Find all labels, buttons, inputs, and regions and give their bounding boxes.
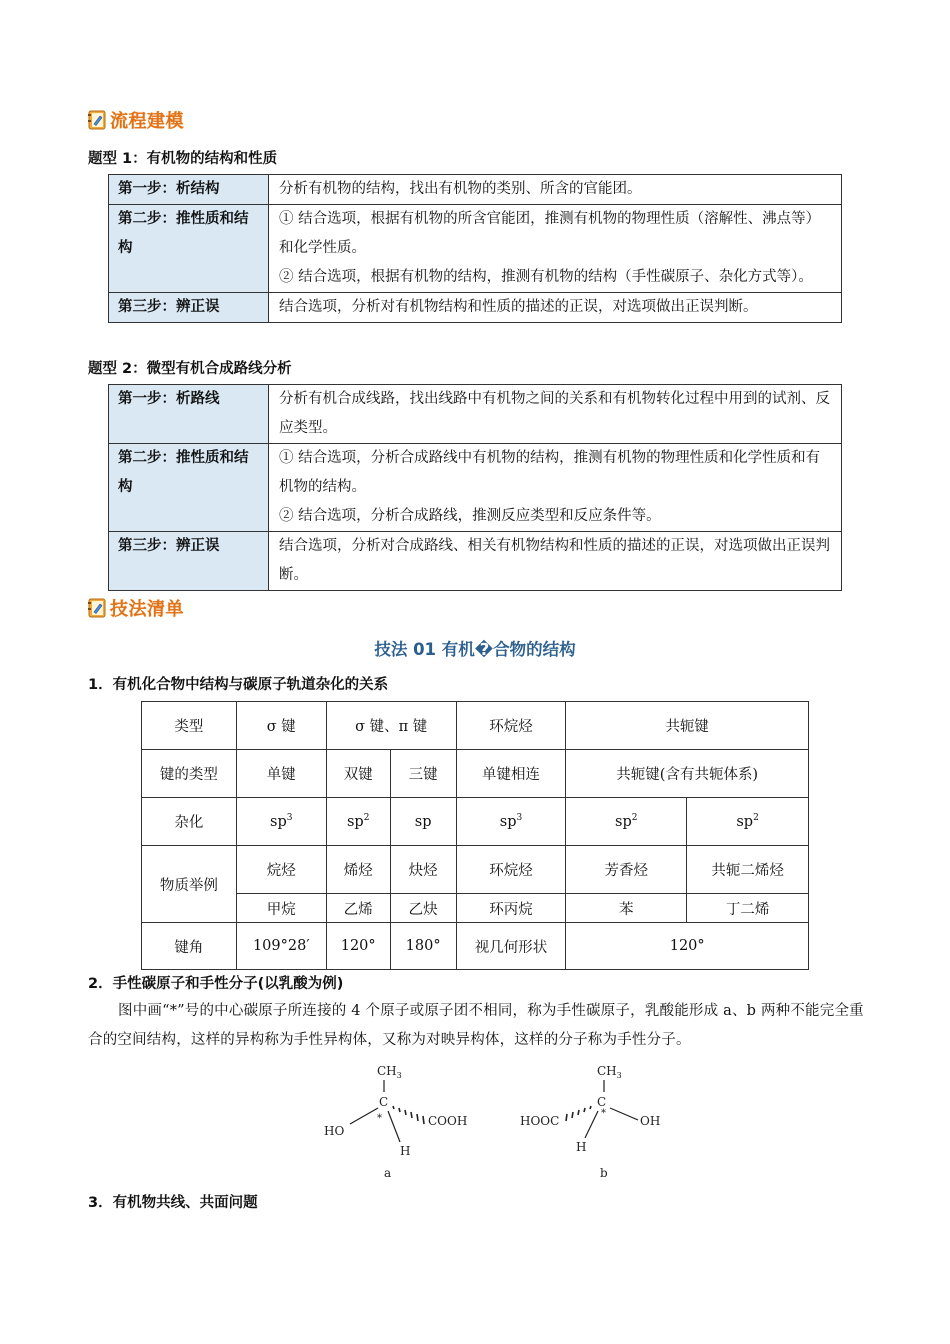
row-label: 键的类型 xyxy=(142,750,237,798)
step-line: 分析有机合成线路，找出线路中有机物之间的关系和有机物转化过程中用到的试剂、反应类型。 xyxy=(279,391,830,436)
step-label: 第一步：析路线 xyxy=(109,385,269,444)
step-label: 第三步：辨正误 xyxy=(109,293,269,323)
table-row xyxy=(142,846,809,894)
table-cell: σ 键 xyxy=(236,702,326,750)
table-cell: 视几何形状 xyxy=(456,923,566,970)
section-title: 流程建模 xyxy=(110,111,184,132)
lactic-acid-structures xyxy=(300,1058,680,1183)
table-cell: 芳香烃 xyxy=(566,846,687,894)
chiral-star: * xyxy=(377,1113,382,1124)
svg-text:CH3 xyxy=(597,1064,622,1080)
step-content xyxy=(269,293,842,323)
steps-table-type-1 xyxy=(108,174,842,323)
table-cell: 120° xyxy=(566,923,809,970)
table-cell: 共轭二烯烃 xyxy=(687,846,809,894)
table-row xyxy=(109,293,842,323)
hashed-wedge-bond xyxy=(566,1106,591,1121)
hybrid-text: sp xyxy=(615,814,632,830)
superscript: 2 xyxy=(631,813,638,823)
table-row xyxy=(142,894,809,923)
table-row xyxy=(109,385,842,444)
caption-b: b xyxy=(600,1166,608,1180)
table-row xyxy=(109,444,842,532)
table-cell: 乙烯 xyxy=(326,894,390,923)
section-header-techniques xyxy=(88,595,184,621)
subscript: 3 xyxy=(616,1071,622,1080)
steps-table-type-2 xyxy=(108,384,842,591)
table-cell: 丁二烯 xyxy=(687,894,809,923)
section-title: 技法清单 xyxy=(110,599,184,620)
hybrid-text: sp xyxy=(414,813,432,830)
step-content xyxy=(269,175,842,205)
hybrid-text: sp xyxy=(499,814,517,830)
step-content xyxy=(269,385,842,444)
notebook-icon xyxy=(88,109,108,131)
carboxyl-label: HOOC xyxy=(520,1114,560,1128)
notebook-icon xyxy=(88,597,108,619)
item-2-heading: 2．手性碳原子和手性分子(以乳酸为例) xyxy=(88,976,344,992)
item-3-heading: 3．有机物共线、共面问题 xyxy=(88,1195,258,1211)
table-cell: 单键 xyxy=(236,750,326,798)
question-type-1-heading: 题型 1：有机物的结构和性质 xyxy=(88,151,278,167)
table-cell: 炔烃 xyxy=(390,846,456,894)
table-cell: 共轭键 xyxy=(566,702,809,750)
chiral-star: * xyxy=(601,1108,606,1119)
table-cell xyxy=(236,798,326,846)
methyl-label: CH xyxy=(597,1064,617,1078)
step-line: 分析有机物的结构，找出有机物的类别、所含的官能团。 xyxy=(279,181,642,197)
carbon-label: C xyxy=(379,1095,389,1109)
hydrogen-label: H xyxy=(576,1140,587,1154)
table-cell: 甲烷 xyxy=(236,894,326,923)
row-label: 类型 xyxy=(142,702,237,750)
bond-line xyxy=(350,1108,378,1124)
superscript: 2 xyxy=(363,813,370,823)
step-content xyxy=(269,444,842,532)
table-row xyxy=(142,798,809,846)
table-cell: 环烷烃 xyxy=(456,846,566,894)
hybrid-text: sp xyxy=(346,814,364,830)
step-content xyxy=(269,205,842,293)
carboxyl-label: COOH xyxy=(428,1114,468,1128)
step-line: 结合选项，分析对有机物结构和性质的描述的正误，对选项做出正误判断。 xyxy=(279,299,758,315)
section-header-modeling xyxy=(88,107,184,133)
subscript: 3 xyxy=(396,1071,402,1080)
table-cell: 共轭键(含有共轭体系) xyxy=(566,750,809,798)
table-cell xyxy=(326,798,390,846)
molecule-a xyxy=(324,1064,467,1180)
svg-text:CH3 xyxy=(377,1064,402,1080)
hybrid-text: sp xyxy=(736,814,754,830)
hashed-wedge-bond xyxy=(393,1106,424,1124)
step-line: ② 结合选项，根据有机物的结构，推测有机物的结构（手性碳原子、杂化方式等）。 xyxy=(279,269,813,285)
table-cell: 环烷烃 xyxy=(456,702,566,750)
table-cell: 烷烃 xyxy=(236,846,326,894)
table-cell xyxy=(390,798,456,846)
table-cell xyxy=(566,798,687,846)
step-line: ① 结合选项，根据有机物的所含官能团，推测有机物的物理性质（溶解性、沸点等）和化学性质。 xyxy=(279,211,821,256)
hydroxyl-label: HO xyxy=(324,1124,345,1138)
superscript: 3 xyxy=(516,813,523,823)
table-cell: σ 键、π 键 xyxy=(326,702,456,750)
bond-line xyxy=(388,1111,400,1142)
table-cell: 120° xyxy=(326,923,390,970)
step-label: 第一步：析结构 xyxy=(109,175,269,205)
step-content xyxy=(269,532,842,591)
chirality-paragraph: 图中画“*”号的中心碳原子所连接的 4 个原子或原子团不相同，称为手性碳原子，乳酸能形成 a、b 两种不能完全重合的空间结构，这样的异构称为手性异构体，又称为对映异构体，这样的分子称为手性分子。 xyxy=(88,1003,864,1048)
step-label: 第二步：推性质和结构 xyxy=(109,205,269,293)
table-cell: 乙炔 xyxy=(390,894,456,923)
row-label: 物质举例 xyxy=(142,846,237,923)
step-label: 第三步：辨正误 xyxy=(109,532,269,591)
hydrogen-label: H xyxy=(400,1144,411,1158)
table-cell: 烯烃 xyxy=(326,846,390,894)
methyl-label: CH xyxy=(377,1064,397,1078)
hybrid-text: sp xyxy=(270,814,287,830)
table-cell: 环丙烷 xyxy=(456,894,566,923)
table-cell: 苯 xyxy=(566,894,687,923)
superscript: 2 xyxy=(753,813,759,823)
table-row xyxy=(142,923,809,970)
hybridization-table xyxy=(141,701,809,970)
table-cell: 单键相连 xyxy=(456,750,566,798)
superscript: 3 xyxy=(286,813,293,823)
step-line: ② 结合选项，分析合成路线，推测反应类型和反应条件等。 xyxy=(279,508,661,524)
table-cell xyxy=(456,798,566,846)
bond-line xyxy=(585,1111,598,1138)
row-label: 键角 xyxy=(142,923,237,970)
table-cell: 双键 xyxy=(326,750,390,798)
step-line: ① 结合选项，分析合成路线中有机物的结构，推测有机物的物理性质和化学性质和有机物的结构。 xyxy=(279,450,821,495)
caption-a: a xyxy=(384,1166,392,1180)
table-cell xyxy=(687,798,809,846)
hydroxyl-label: OH xyxy=(640,1114,661,1128)
step-label: 第二步：推性质和结构 xyxy=(109,444,269,532)
table-cell: 三键 xyxy=(390,750,456,798)
step-line: 结合选项，分析对合成路线、相关有机物结构和性质的描述的正误，对选项做出正误判断。 xyxy=(279,538,830,583)
table-row xyxy=(109,175,842,205)
carbon-label: C xyxy=(597,1095,607,1109)
item-1-heading: 1．有机化合物中结构与碳原子轨道杂化的关系 xyxy=(88,677,389,693)
table-row xyxy=(109,205,842,293)
molecule-b xyxy=(520,1064,660,1180)
technique-title: 技法 01 有机�合物的结构 xyxy=(374,640,576,659)
table-row xyxy=(109,532,842,591)
table-cell: 109°28′ xyxy=(236,923,326,970)
row-label: 杂化 xyxy=(142,798,237,846)
table-cell: 180° xyxy=(390,923,456,970)
table-row xyxy=(142,702,809,750)
question-type-2-heading: 题型 2：微型有机合成路线分析 xyxy=(88,361,292,377)
bond-line xyxy=(610,1108,638,1120)
table-row xyxy=(142,750,809,798)
